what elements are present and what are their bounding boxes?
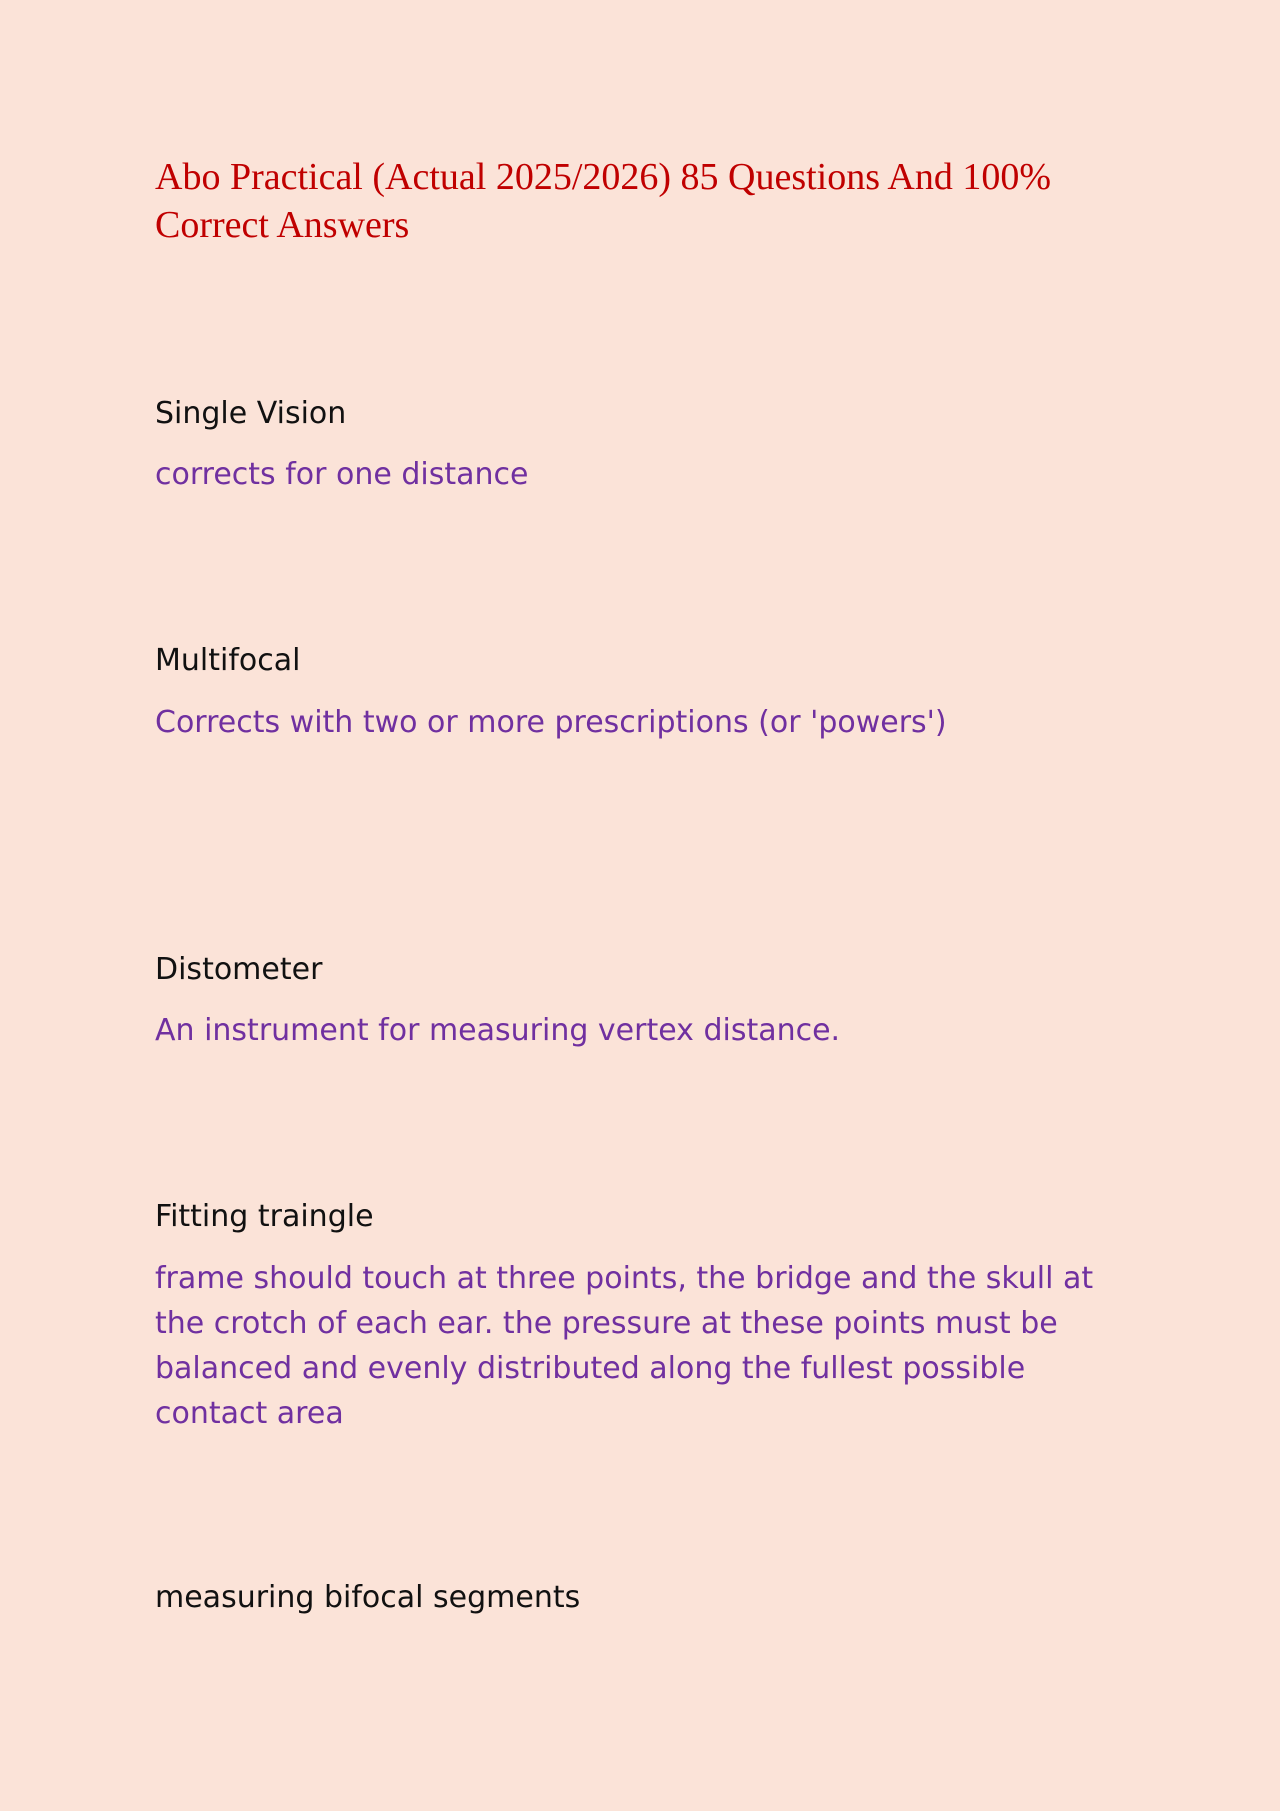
term-fitting-triangle: Fitting traingle bbox=[155, 1199, 374, 1234]
definition-distometer: An instrument for measuring vertex distance. bbox=[155, 1013, 841, 1048]
definition-single-vision: corrects for one distance bbox=[155, 457, 529, 492]
definition-multifocal: Corrects with two or more prescriptions (or 'powers') bbox=[155, 705, 947, 740]
term-measuring-bifocal-segments: measuring bifocal segments bbox=[155, 1580, 581, 1615]
term-multifocal: Multifocal bbox=[155, 643, 301, 678]
term-distometer: Distometer bbox=[155, 952, 323, 987]
definition-fitting-triangle: frame should touch at three points, the bridge and the skull at the crotch of each ear. the pressure at these points must be balanced and evenly distributed along the fullest possible contact area bbox=[155, 1261, 1094, 1431]
document-title: Abo Practical (Actual 2025/2026) 85 Questions And 100% Correct Answers bbox=[155, 156, 1052, 246]
term-single-vision: Single Vision bbox=[155, 396, 347, 431]
